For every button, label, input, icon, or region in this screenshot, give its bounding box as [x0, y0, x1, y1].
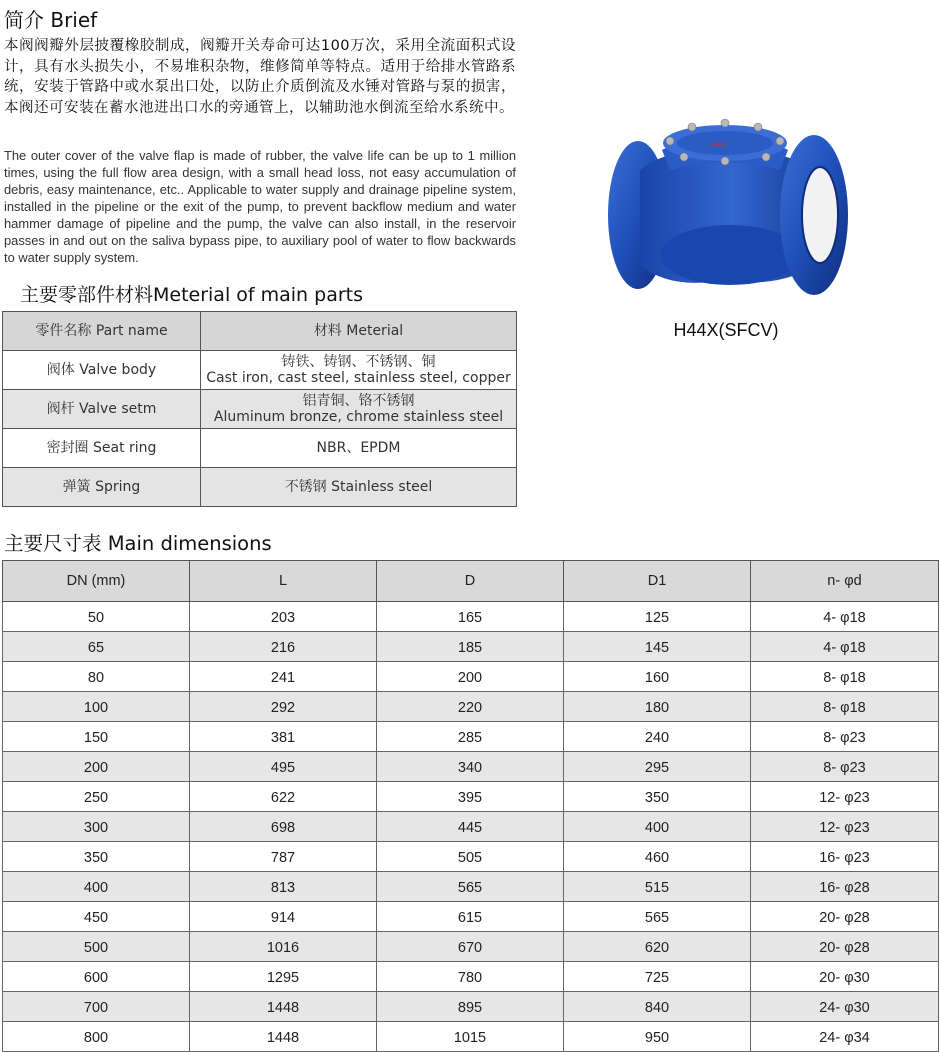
cell-d1: 725 — [564, 962, 751, 992]
cell-d1: 620 — [564, 932, 751, 962]
cell-dn: 350 — [3, 842, 190, 872]
cell-dn: 500 — [3, 932, 190, 962]
cell-d: 165 — [377, 602, 564, 632]
cell-l: 622 — [190, 782, 377, 812]
cell-d1: 240 — [564, 722, 751, 752]
parts-header-material: 材料 Meterial — [201, 312, 517, 351]
cell-n-phi-d: 24- φ34 — [751, 1022, 939, 1052]
parts-row — [3, 351, 517, 390]
cell-l: 1016 — [190, 932, 377, 962]
cell-d: 1015 — [377, 1022, 564, 1052]
cell-d1: 180 — [564, 692, 751, 722]
part-material — [201, 351, 517, 390]
part-material-cn: NBR、EPDM — [316, 440, 401, 456]
dimensions-row — [3, 692, 939, 722]
cell-l: 914 — [190, 902, 377, 932]
dimensions-row — [3, 992, 939, 1022]
header-l: L — [190, 561, 377, 602]
cell-l: 292 — [190, 692, 377, 722]
cell-dn: 700 — [3, 992, 190, 1022]
part-name: 阀杆 Valve setm — [3, 390, 201, 429]
cell-l: 1295 — [190, 962, 377, 992]
dimensions-row — [3, 902, 939, 932]
part-material-en: Cast iron, cast steel, stainless steel, copper — [206, 370, 511, 386]
part-name: 密封圈 Seat ring — [3, 429, 201, 468]
brief-english-text: The outer cover of the valve flap is made of rubber, the valve life can be up to 1 million times, using the full flow area design, with a small head loss, not easy accumulation of debris, easy maintenance, etc.. Applicable to water supply and drainage pipeline system, installed in the pipeline or the exit of the pump, to prevent backflow medium and water hammer damage of pipeline and the pump, the valve can also install, in the reservoir passes in and out on the saliva bypass pipe, to auxiliary pool of water to flow backwards to water supply system. — [4, 148, 516, 265]
cell-d1: 350 — [564, 782, 751, 812]
cell-d1: 125 — [564, 602, 751, 632]
dimensions-row — [3, 812, 939, 842]
cell-n-phi-d: 20- φ28 — [751, 902, 939, 932]
cell-l: 1448 — [190, 1022, 377, 1052]
cell-n-phi-d: 16- φ28 — [751, 872, 939, 902]
parts-header-row — [3, 312, 517, 351]
part-material — [201, 468, 517, 507]
cell-d1: 515 — [564, 872, 751, 902]
model-label: H44X(SFCV) — [673, 320, 779, 340]
cell-n-phi-d: 24- φ30 — [751, 992, 939, 1022]
cell-d1: 950 — [564, 1022, 751, 1052]
cell-n-phi-d: 4- φ18 — [751, 602, 939, 632]
cell-l: 813 — [190, 872, 377, 902]
part-name: 弹簧 Spring — [3, 468, 201, 507]
cell-dn: 80 — [3, 662, 190, 692]
cell-l: 698 — [190, 812, 377, 842]
dimensions-row — [3, 602, 939, 632]
dimensions-row — [3, 722, 939, 752]
cell-d: 285 — [377, 722, 564, 752]
cell-dn: 450 — [3, 902, 190, 932]
part-material — [201, 429, 517, 468]
dimensions-header-row — [3, 561, 939, 602]
cell-n-phi-d: 8- φ18 — [751, 662, 939, 692]
part-material-en: Aluminum bronze, chrome stainless steel — [213, 409, 504, 425]
cell-n-phi-d: 8- φ23 — [751, 722, 939, 752]
part-name: 阀体 Valve body — [3, 351, 201, 390]
cell-dn: 150 — [3, 722, 190, 752]
part-material-cn: 不锈钢 Stainless steel — [284, 479, 433, 495]
cell-d1: 400 — [564, 812, 751, 842]
cell-l: 495 — [190, 752, 377, 782]
cell-d: 200 — [377, 662, 564, 692]
dimensions-row — [3, 662, 939, 692]
cell-d: 565 — [377, 872, 564, 902]
cell-dn: 800 — [3, 1022, 190, 1052]
cell-l: 203 — [190, 602, 377, 632]
dimensions-row — [3, 932, 939, 962]
cell-n-phi-d: 12- φ23 — [751, 812, 939, 842]
cell-d: 445 — [377, 812, 564, 842]
parts-row — [3, 468, 517, 507]
cell-l: 241 — [190, 662, 377, 692]
header-n-phi-d: n- φd — [751, 561, 939, 602]
brief-chinese-text: 本阀阀瓣外层披覆橡胶制成，阀瓣开关寿命可达100万次，采用全流面积式设计，具有水头损失小，不易堆积杂物，维修简单等特点。适用于给排水管路系统，安装于管路中或水泵出口处，以防止介质倒流及水锤对管路与泵的损害，本阀还可安装在蓄水池进出口水的旁通管上，以辅助池水倒流至给水系统中。 — [4, 38, 516, 116]
cell-d: 670 — [377, 932, 564, 962]
cell-n-phi-d: 20- φ30 — [751, 962, 939, 992]
parts-row — [3, 390, 517, 429]
dimensions-title: 主要尺寸表 Main dimensions — [4, 532, 272, 555]
parts-table — [2, 311, 517, 507]
cell-d1: 145 — [564, 632, 751, 662]
dimensions-row — [3, 632, 939, 662]
cell-dn: 100 — [3, 692, 190, 722]
cell-d: 395 — [377, 782, 564, 812]
parts-header-name: 零件名称 Part name — [3, 312, 201, 351]
part-material — [201, 390, 517, 429]
cell-l: 381 — [190, 722, 377, 752]
header-d: D — [377, 561, 564, 602]
cell-d: 505 — [377, 842, 564, 872]
dimensions-row — [3, 782, 939, 812]
cell-d: 340 — [377, 752, 564, 782]
cell-n-phi-d: 8- φ18 — [751, 692, 939, 722]
dimensions-table — [2, 560, 939, 1052]
cell-dn: 65 — [3, 632, 190, 662]
check-valve-image — [600, 115, 852, 315]
cell-dn: 250 — [3, 782, 190, 812]
cell-l: 787 — [190, 842, 377, 872]
cell-l: 1448 — [190, 992, 377, 1022]
cell-n-phi-d: 4- φ18 — [751, 632, 939, 662]
cell-dn: 300 — [3, 812, 190, 842]
header-dn: DN (mm) — [3, 561, 190, 602]
cell-n-phi-d: 20- φ28 — [751, 932, 939, 962]
part-material-cn: 铝青铜、铬不锈钢 — [302, 393, 415, 409]
cell-d1: 295 — [564, 752, 751, 782]
parts-row — [3, 429, 517, 468]
part-material-cn: 铸铁、铸钢、不锈钢、铜 — [281, 354, 436, 370]
cell-d: 780 — [377, 962, 564, 992]
cell-d: 615 — [377, 902, 564, 932]
dimensions-row — [3, 752, 939, 782]
cell-l: 216 — [190, 632, 377, 662]
cell-d1: 160 — [564, 662, 751, 692]
brief-title: 简介 Brief — [4, 8, 98, 32]
cell-dn: 50 — [3, 602, 190, 632]
parts-title: 主要零部件材料Meterial of main parts — [20, 284, 364, 306]
dimensions-row — [3, 872, 939, 902]
dimensions-row — [3, 842, 939, 872]
cell-d: 220 — [377, 692, 564, 722]
header-d1: D1 — [564, 561, 751, 602]
cell-d1: 565 — [564, 902, 751, 932]
cell-n-phi-d: 12- φ23 — [751, 782, 939, 812]
cell-d1: 460 — [564, 842, 751, 872]
cell-n-phi-d: 8- φ23 — [751, 752, 939, 782]
cell-d1: 840 — [564, 992, 751, 1022]
cell-dn: 400 — [3, 872, 190, 902]
cell-n-phi-d: 16- φ23 — [751, 842, 939, 872]
cell-dn: 200 — [3, 752, 190, 782]
cell-d: 895 — [377, 992, 564, 1022]
svg-text:H44X: H44X — [710, 141, 729, 149]
dimensions-row — [3, 962, 939, 992]
dimensions-row — [3, 1022, 939, 1052]
cell-d: 185 — [377, 632, 564, 662]
cell-dn: 600 — [3, 962, 190, 992]
